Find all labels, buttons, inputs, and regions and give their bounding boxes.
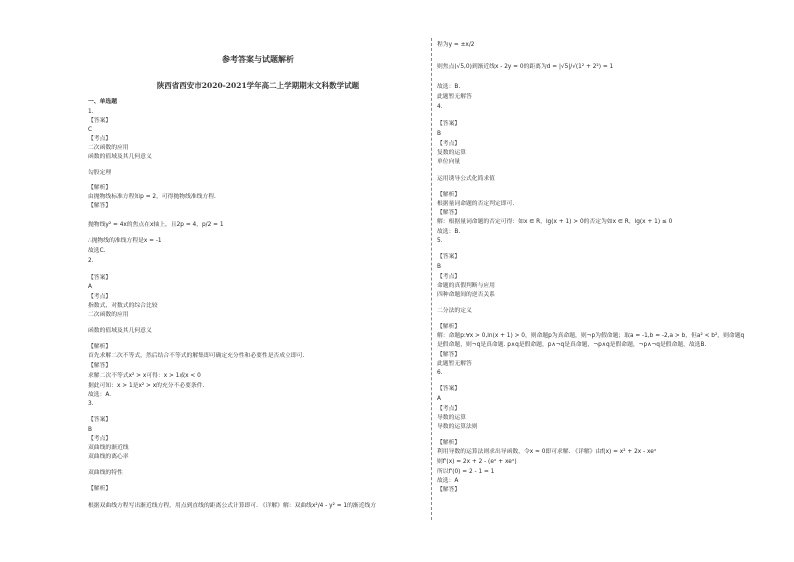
left-column-line: 3. — [88, 401, 94, 407]
left-column-line: 【解析】 — [88, 486, 112, 492]
right-column-line: 四种命题间的逆否关系 — [437, 292, 495, 298]
right-column-line: 程为y = ±x/2 — [437, 42, 475, 48]
right-column-line: 【解答】 — [437, 352, 461, 358]
right-column-line: B — [437, 264, 441, 270]
left-column-line: 【考点】 — [88, 136, 112, 142]
left-column-line: 函数的值域及其几何意义 — [88, 328, 152, 334]
left-column-line: 【解析】 — [88, 344, 112, 350]
exam-title: 陕西省西安市2020-2021学年高二上学期期末文科数学试题 — [156, 81, 360, 90]
left-column-line: 【解析】 — [88, 185, 112, 191]
left-column-line: 故选C. — [88, 248, 106, 254]
left-column-line: 首先求解二次不等式，然后结合不等式的解集即可确定充分性和必要性是否成立即可. — [88, 353, 305, 359]
right-column-line: 则焦点(√5,0)到渐近线x - 2y = 0的距离为d = |√5|/√(1² + 2²) = 1 — [437, 64, 614, 70]
left-column-line: 故选：A. — [88, 392, 112, 398]
left-column-line: 勾股定理 — [88, 170, 112, 176]
left-column-line: 【答案】 — [88, 118, 112, 124]
left-column-line: 【考点】 — [88, 294, 112, 300]
right-column-line: 【答案】 — [437, 254, 461, 260]
left-column-line: 求解二次不等式x² > x可得：x > 1或x < 0 — [88, 373, 201, 379]
right-column-line: 6. — [437, 370, 443, 376]
left-column-line: 【解答】 — [88, 203, 112, 209]
right-column-line: 5. — [437, 238, 443, 244]
left-column-line: 【答案】 — [88, 417, 112, 423]
left-column-line: 【解答】 — [88, 363, 112, 369]
right-column-line: 4. — [437, 104, 443, 110]
left-column-line: B — [88, 427, 92, 433]
right-column-line: 解：命题p:∀x > 0,ln(x + 1) > 0，则命题p为真命题，则¬p为假命题；取a = -1,b = -2,a > b，但a² < b²，则命题q — [437, 333, 745, 339]
right-column-line: 此题暂无解答 — [437, 94, 472, 100]
right-column-line: B — [437, 131, 441, 137]
right-column-line: 则f'(x) = 2x + 2 - (eˣ + xeˣ) — [437, 459, 517, 465]
left-column-line: 函数的值域及其几何意义 — [88, 154, 152, 160]
right-column-line: 故选：A — [437, 478, 459, 484]
right-column-line: 导数的运算 — [437, 415, 466, 421]
right-column-line: 二分法的定义 — [437, 308, 472, 314]
left-column-line: C — [88, 127, 93, 133]
answer-title: 参考答案与试题解析 — [222, 54, 294, 64]
left-column-line: 二次函数的应用 — [88, 312, 129, 318]
left-column-line: 抛物线y² = 4x的焦点在x轴上，且2p = 4，p/2 = 1 — [88, 222, 224, 228]
left-column-line: 根据双曲线方程写出渐近线方程，用点到直线的距离公式计算即可. 《详解》解：双曲线x²/4 - y² = 1的渐近线方 — [88, 503, 377, 509]
left-column-line: 双曲线的渐近线 — [88, 445, 129, 451]
left-column-line: ∴抛物线的准线方程是x = -1 — [88, 238, 162, 244]
right-column-line: A — [437, 396, 441, 402]
right-column-line: 所以f'(0) = 2 - 1 = 1 — [437, 469, 495, 475]
right-column-line: 【解析】 — [437, 192, 461, 198]
right-column-line: 单位向量 — [437, 159, 461, 165]
right-column-line: 【答案】 — [437, 121, 461, 127]
right-column-line: 【解析】 — [437, 440, 461, 446]
left-column-line: A — [88, 284, 92, 290]
right-column-line: 【考点】 — [437, 406, 461, 412]
right-column-line: 解：根据量词命题的否定可得：如x ∈ R，lg(x + 1) > 0的否定为如x ∈ R，lg(x + 1) ≤ 0 — [437, 219, 673, 225]
right-column-line: 【考点】 — [437, 141, 461, 147]
left-column-line: 二次函数的应用 — [88, 145, 129, 151]
right-column-line: 故选：B. — [437, 229, 461, 235]
left-column-line: 指数式、对数式的综合比较 — [88, 303, 158, 309]
left-column-line: 由抛物线标准方程知p = 2，可得抛物线准线方程. — [88, 194, 216, 200]
left-column-line: 据此可知：x > 1是x² > x的充分不必要条件. — [88, 383, 205, 389]
right-column-line: 是假命题，则¬q是真命题. p∧q是假命题，p∧¬q是真命题，¬p∧q是假命题，¬p∧¬q是假命题，故选B. — [437, 342, 707, 348]
right-column-line: 根据量词命题的否定判定即可. — [437, 201, 515, 207]
right-column-line: 【答案】 — [437, 386, 461, 392]
right-column-line: 导数的运算法则 — [437, 424, 478, 430]
right-column-line: 【解答】 — [437, 487, 461, 493]
left-column-line: 1. — [88, 109, 94, 115]
right-column-line: 故选：B. — [437, 84, 461, 90]
left-column-line: 【考点】 — [88, 436, 112, 442]
right-column-line: 【考点】 — [437, 274, 461, 280]
column-divider — [431, 38, 432, 520]
right-column-line: 此题暂无解答 — [437, 361, 472, 367]
left-column-line: 【答案】 — [88, 275, 112, 281]
right-column-line: 命题的真假判断与应用 — [437, 283, 495, 289]
left-column-line: 一、单选题 — [88, 99, 117, 105]
right-column-line: 【解答】 — [437, 210, 461, 216]
right-column-line: 运用诱导公式化简求值 — [437, 176, 495, 182]
right-column-line: 复数的运算 — [437, 150, 466, 156]
right-column-line: 【解析】 — [437, 324, 461, 330]
left-column-line: 双曲线的特性 — [88, 470, 123, 476]
left-column-line: 双曲线的离心率 — [88, 454, 129, 460]
left-column-line: 2. — [88, 258, 94, 264]
right-column-line: 利用导数的运算法则求出导函数，令x = 0即可求解. 《详解》由f(x) = x² + 2x - xeˣ — [437, 449, 657, 455]
